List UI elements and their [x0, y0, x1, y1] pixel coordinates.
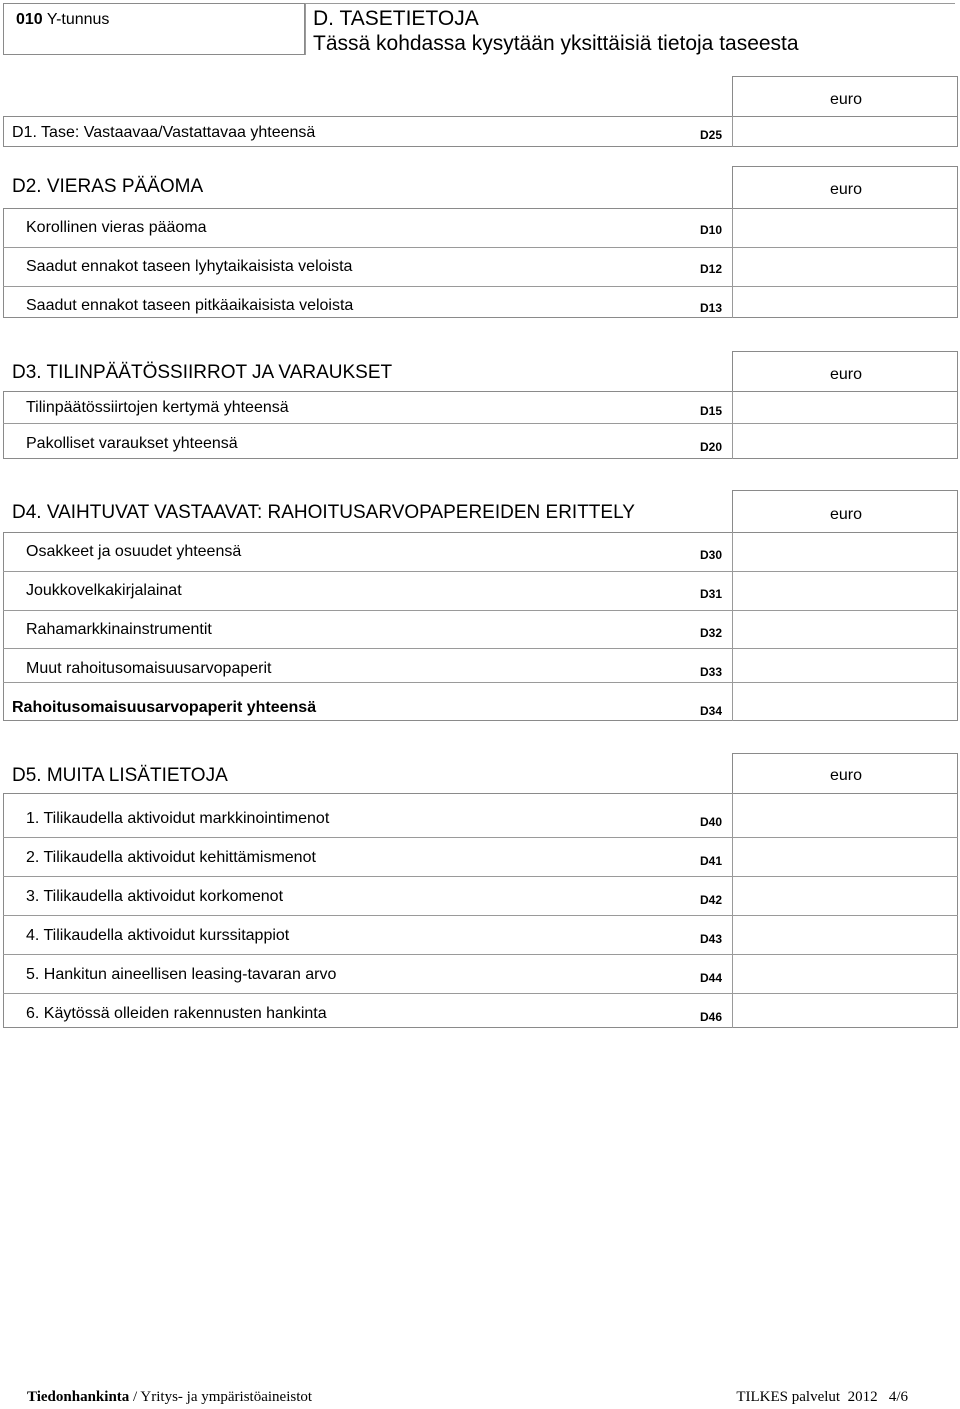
d5-value-input[interactable]: [734, 839, 956, 875]
d5-unit-header: [732, 753, 958, 794]
d5-divider: [732, 793, 733, 1028]
d4-unit-header: [732, 490, 958, 533]
d5-row-code: D43: [700, 932, 723, 946]
d2-row-label: Saadut ennakot taseen lyhytaikaisista veloista: [26, 258, 353, 275]
d3-value-input[interactable]: [734, 393, 956, 422]
footer-unit: Yritys- ja ympäristöaineistot: [140, 1389, 313, 1405]
d3-row-sep-1: [3, 423, 958, 424]
d3-row-code: D15: [700, 404, 723, 418]
d4-divider: [732, 532, 733, 721]
header-divider: [305, 3, 306, 55]
d3-unit-label: euro: [829, 366, 863, 383]
d5-row-code: D41: [700, 854, 723, 868]
d5-section-title: D5. MUITA LISÄTIETOJA: [12, 765, 228, 786]
d3-section-title: D3. TILINPÄÄTÖSSIIRROT JA VARAUKSET: [12, 362, 393, 383]
d5-value-input[interactable]: [734, 995, 956, 1027]
d2-unit-header: [732, 166, 958, 209]
d1-code: D25: [700, 128, 723, 142]
footer-separator: /: [133, 1389, 138, 1405]
d4-row-sep-2: [3, 610, 958, 611]
d5-row-code: D44: [700, 971, 723, 985]
header-top-line: [305, 3, 955, 4]
d5-row-sep-3: [3, 915, 958, 916]
d5-row-sep-4: [3, 954, 958, 955]
d4-row-sep-3: [3, 648, 958, 649]
d2-value-input[interactable]: [734, 288, 956, 317]
d2-row-label: Korollinen vieras pääoma: [26, 219, 207, 236]
d5-row-label: 4. Tilikaudella aktivoidut kurssitappiot: [26, 927, 290, 944]
d2-row-code: D10: [700, 223, 723, 237]
d4-row-sep-1: [3, 571, 958, 572]
d5-value-input[interactable]: [734, 917, 956, 953]
d5-value-input[interactable]: [734, 795, 956, 836]
section-subtitle: Tässä kohdassa kysytään yksittäisiä tietoja taseesta: [313, 32, 799, 55]
d2-row-code: D12: [700, 262, 723, 276]
d5-value-input[interactable]: [734, 878, 956, 914]
section-title: D. TASETIETOJA: [313, 7, 479, 30]
business-id-box: [3, 3, 305, 55]
d2-value-input[interactable]: [734, 249, 956, 285]
d5-row-label: 1. Tilikaudella aktivoidut markkinointimenot: [26, 810, 330, 827]
d4-total-input[interactable]: [734, 684, 956, 720]
footer-department: Tiedonhankinta: [27, 1389, 130, 1405]
d4-row-label: Joukkovelkakirjalainat: [26, 582, 182, 599]
d4-row-sep-4: [3, 682, 958, 683]
d4-total-code: D34: [700, 704, 723, 718]
d4-row-code: D33: [700, 665, 723, 679]
d5-row-label: 2. Tilikaudella aktivoidut kehittämismenot: [26, 849, 316, 866]
d5-row-label: 3. Tilikaudella aktivoidut korkomenot: [26, 888, 284, 905]
d2-row-code: D13: [700, 301, 723, 315]
d2-row-sep-1: [3, 247, 958, 248]
d4-value-input[interactable]: [734, 534, 956, 570]
d1-label: D1. Tase: Vastaavaa/Vastattavaa yhteensä: [12, 124, 316, 141]
d3-value-input[interactable]: [734, 425, 956, 458]
d5-row-sep-5: [3, 993, 958, 994]
business-id-label: 010 Y-tunnus: [16, 11, 110, 28]
d4-total-label: Rahoitusomaisuusarvopaperit yhteensä: [12, 699, 317, 716]
d4-row-label: Rahamarkkinainstrumentit: [26, 621, 212, 638]
d5-row-code: D46: [700, 1010, 723, 1024]
d2-row-sep-2: [3, 286, 958, 287]
d4-row-label: Osakkeet ja osuudet yhteensä: [26, 543, 242, 560]
d4-value-input[interactable]: [734, 573, 956, 609]
d5-row-label: 6. Käytössä olleiden rakennusten hankinta: [26, 1005, 327, 1022]
d3-row-label: Pakolliset varaukset yhteensä: [26, 435, 238, 452]
d5-row-sep-1: [3, 837, 958, 838]
d3-unit-header: [732, 351, 958, 392]
d2-unit-label: euro: [829, 181, 863, 198]
d4-value-input[interactable]: [734, 650, 956, 681]
d4-row-code: D30: [700, 548, 723, 562]
d4-value-input[interactable]: [734, 612, 956, 647]
d1-divider: [732, 116, 733, 147]
page-title: [313, 6, 799, 56]
d4-section-title: D4. VAIHTUVAT VASTAAVAT: RAHOITUSARVOPAPEREIDEN ERITTELY: [12, 502, 635, 523]
d5-row-sep-2: [3, 876, 958, 877]
d5-row-label: 5. Hankitun aineellisen leasing-tavaran arvo: [26, 966, 337, 983]
d5-value-input[interactable]: [734, 956, 956, 992]
footer-right: TILKES palvelut 2012 4/6: [736, 1389, 908, 1405]
d2-row-label: Saadut ennakot taseen pitkäaikaisista veloista: [26, 297, 354, 314]
d1-unit-label: euro: [829, 91, 863, 108]
d3-row-label: Tilinpäätössiirtojen kertymä yhteensä: [26, 399, 289, 416]
d4-row-code: D32: [700, 626, 723, 640]
d2-section-title: D2. VIERAS PÄÄOMA: [12, 176, 204, 197]
footer-left: [27, 1389, 312, 1406]
d4-row-label: Muut rahoitusomaisuusarvopaperit: [26, 660, 272, 677]
d1-value-input[interactable]: [734, 118, 956, 145]
d3-row-code: D20: [700, 440, 723, 454]
d2-value-input[interactable]: [734, 210, 956, 246]
d1-unit-header: [732, 76, 958, 117]
d2-divider: [732, 208, 733, 318]
d5-unit-label: euro: [829, 767, 863, 784]
d3-divider: [732, 391, 733, 459]
d4-row-code: D31: [700, 587, 723, 601]
d5-row-code: D40: [700, 815, 723, 829]
d4-unit-label: euro: [829, 506, 863, 523]
d5-row-code: D42: [700, 893, 723, 907]
